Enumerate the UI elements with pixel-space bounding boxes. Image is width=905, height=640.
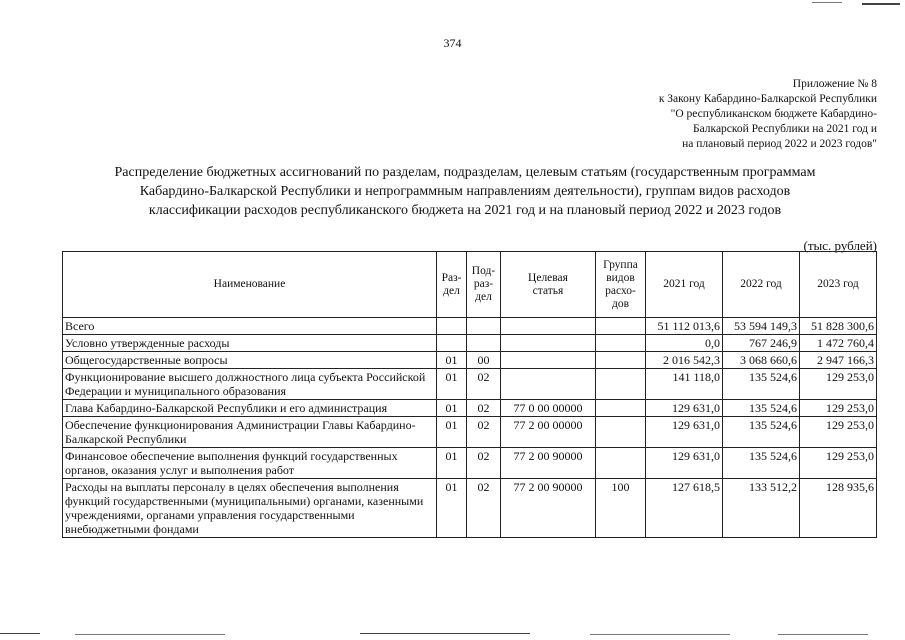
row-group: 100 — [596, 479, 646, 538]
appendix-line: Приложение № 8 — [792, 78, 877, 90]
row-target: 77 2 00 00000 — [501, 417, 596, 448]
row-name: Всего — [63, 318, 437, 335]
table-row — [63, 369, 877, 400]
appendix-note — [577, 77, 877, 152]
table-header-row — [63, 252, 877, 318]
row-target — [501, 318, 596, 335]
header-2021: 2021 год — [646, 252, 723, 318]
row-2023: 129 253,0 — [800, 448, 877, 479]
scan-artifact-line — [862, 3, 900, 5]
header-name: Наименование — [63, 252, 437, 318]
row-podrazdel: 02 — [467, 400, 501, 417]
row-group — [596, 352, 646, 369]
row-name: Обеспечение функционирования Администрации Главы Кабардино-Балкарской Республики — [63, 417, 437, 448]
header-2023: 2023 год — [800, 252, 877, 318]
row-2023: 129 253,0 — [800, 400, 877, 417]
table-row — [63, 479, 877, 538]
row-2023: 129 253,0 — [800, 369, 877, 400]
row-razdel: 01 — [437, 369, 467, 400]
scan-artifact-line — [812, 2, 842, 3]
row-razdel: 01 — [437, 448, 467, 479]
table-row — [63, 417, 877, 448]
row-group — [596, 448, 646, 479]
row-group — [596, 417, 646, 448]
row-2022: 135 524,6 — [723, 417, 800, 448]
row-podrazdel: 00 — [467, 352, 501, 369]
row-name: Функционирование высшего должностного лица субъекта Российской Федерации и муниципального образования — [63, 369, 437, 400]
table-row — [63, 400, 877, 417]
row-podrazdel: 02 — [467, 369, 501, 400]
title-line: Кабардино-Балкарской Республики и непрограммным направлениям деятельности), группам видов расходов — [139, 184, 791, 199]
row-podrazdel: 02 — [467, 448, 501, 479]
scan-artifact-line — [360, 633, 530, 634]
table-row — [63, 448, 877, 479]
row-target: 77 0 00 00000 — [501, 400, 596, 417]
row-2022: 53 594 149,3 — [723, 318, 800, 335]
table-row — [63, 352, 877, 369]
row-podrazdel: 02 — [467, 479, 501, 538]
appendix-line: Балкарской Республики на 2021 год и — [692, 123, 877, 135]
row-2021: 127 618,5 — [646, 479, 723, 538]
row-razdel — [437, 335, 467, 352]
row-2023: 1 472 760,4 — [800, 335, 877, 352]
units-label: (тыс. рублей) — [803, 238, 877, 253]
appendix-line: к Закону Кабардино-Балкарской Республики — [658, 93, 877, 105]
row-razdel: 01 — [437, 400, 467, 417]
row-2023: 129 253,0 — [800, 417, 877, 448]
header-expense-group: Группа видов расхо- дов — [596, 252, 646, 318]
row-name: Глава Кабардино-Балкарской Республики и его администрация — [63, 400, 437, 417]
row-2022: 135 524,6 — [723, 400, 800, 417]
row-name: Финансовое обеспечение выполнения функций государственных органов, оказания услуг и выполнения работ — [63, 448, 437, 479]
header-2022: 2022 год — [723, 252, 800, 318]
row-name: Условно утвержденные расходы — [63, 335, 437, 352]
row-target — [501, 352, 596, 369]
header-razdel: Раз- дел — [437, 252, 467, 318]
row-name: Расходы на выплаты персоналу в целях обеспечения выполнения функций государственными (муниципальными) органами, казенными учреждениями, органами управления государственными внебюджетными фондами — [63, 479, 437, 538]
header-target-article: Целевая статья — [501, 252, 596, 318]
row-2022: 135 524,6 — [723, 448, 800, 479]
row-podrazdel — [467, 318, 501, 335]
appendix-line: "О республиканском бюджете Кабардино- — [670, 108, 877, 120]
row-target — [501, 369, 596, 400]
scan-artifact-line — [75, 634, 225, 635]
row-2021: 0,0 — [646, 335, 723, 352]
scan-artifact-line — [778, 634, 868, 635]
row-razdel — [437, 318, 467, 335]
row-group — [596, 400, 646, 417]
row-2022: 767 246,9 — [723, 335, 800, 352]
title-line: классификации расходов республиканского бюджета на 2021 год и на плановый период 2022 и 2023 годов — [148, 203, 782, 218]
table-row — [63, 318, 877, 335]
row-target — [501, 335, 596, 352]
row-target: 77 2 00 90000 — [501, 479, 596, 538]
row-2023: 51 828 300,6 — [800, 318, 877, 335]
row-target: 77 2 00 90000 — [501, 448, 596, 479]
row-razdel: 01 — [437, 417, 467, 448]
header-podrazdel: Под- раз- дел — [467, 252, 501, 318]
table-row — [63, 335, 877, 352]
row-group — [596, 369, 646, 400]
row-2023: 128 935,6 — [800, 479, 877, 538]
budget-table — [62, 251, 877, 538]
document-title — [70, 163, 860, 220]
row-2021: 129 631,0 — [646, 400, 723, 417]
scan-artifact-line — [590, 634, 730, 635]
row-podrazdel — [467, 335, 501, 352]
row-2022: 133 512,2 — [723, 479, 800, 538]
row-2023: 2 947 166,3 — [800, 352, 877, 369]
row-group — [596, 335, 646, 352]
scan-artifact-line — [0, 633, 40, 634]
row-group — [596, 318, 646, 335]
row-2022: 3 068 660,6 — [723, 352, 800, 369]
title-line: Распределение бюджетных ассигнований по разделам, подразделам, целевым статьям (государственным программам — [114, 165, 816, 180]
row-2021: 2 016 542,3 — [646, 352, 723, 369]
row-name: Общегосударственные вопросы — [63, 352, 437, 369]
row-razdel: 01 — [437, 352, 467, 369]
row-2021: 141 118,0 — [646, 369, 723, 400]
row-razdel: 01 — [437, 479, 467, 538]
page-number: 374 — [443, 36, 462, 50]
appendix-line: на плановый период 2022 и 2023 годов" — [682, 138, 877, 150]
row-2021: 129 631,0 — [646, 448, 723, 479]
row-2022: 135 524,6 — [723, 369, 800, 400]
row-podrazdel: 02 — [467, 417, 501, 448]
row-2021: 51 112 013,6 — [646, 318, 723, 335]
row-2021: 129 631,0 — [646, 417, 723, 448]
